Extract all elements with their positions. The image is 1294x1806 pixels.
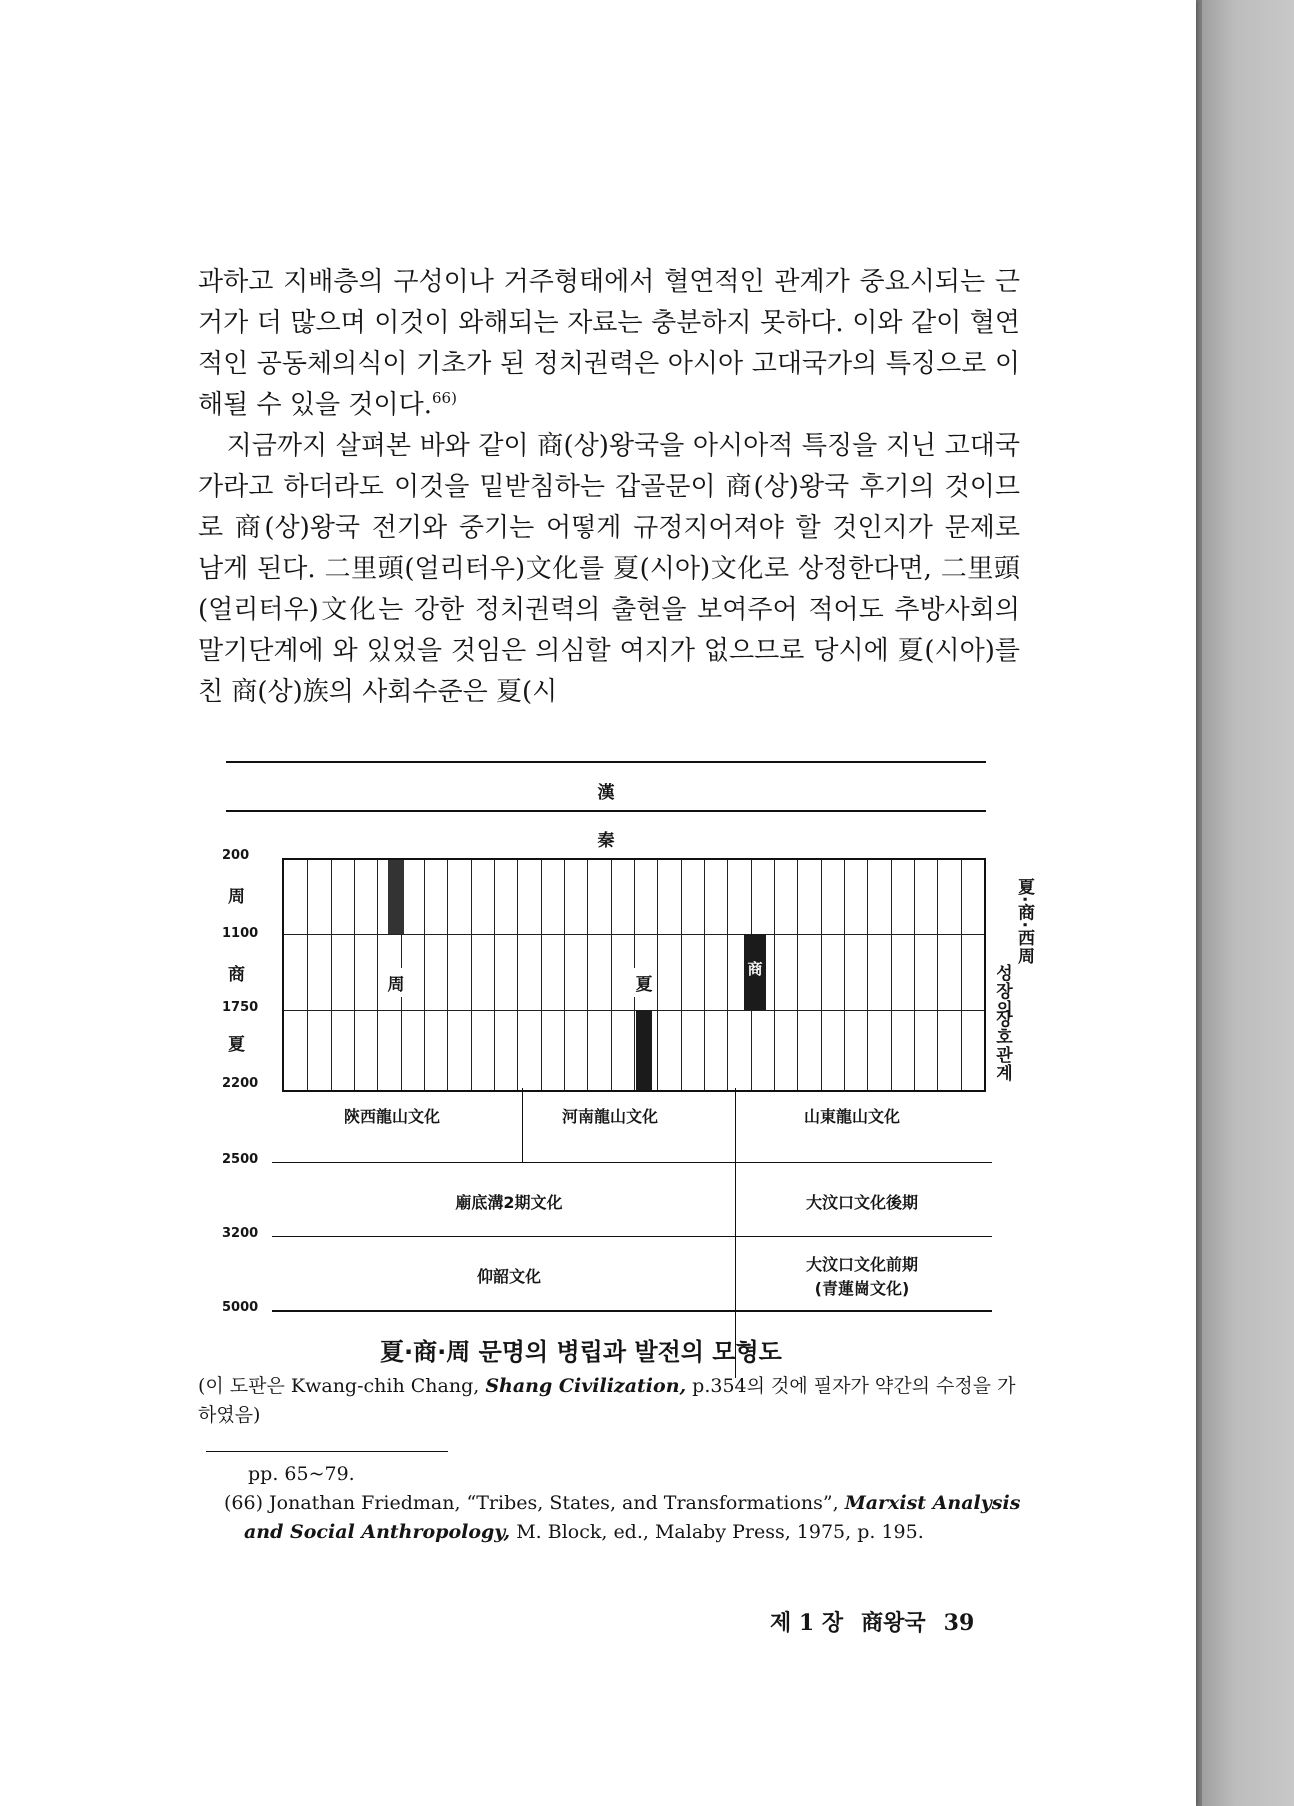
dynasty-han: 漢 bbox=[597, 783, 615, 803]
axis-year-2500: 2500 bbox=[222, 1152, 259, 1167]
side-note-3: 상호관계 bbox=[992, 1010, 1012, 1082]
grid-column-line bbox=[844, 860, 845, 1090]
culture-shaanxi-longshan: 陝西龍山文化 bbox=[343, 1107, 440, 1126]
grid-column-line bbox=[541, 860, 542, 1090]
grid-line-1750 bbox=[284, 1010, 984, 1011]
axis-year-200: 200 bbox=[222, 848, 250, 863]
grid-column-line bbox=[494, 860, 495, 1090]
figure-caption-title: 夏·商·周 문명의 병립과 발전의 모형도 bbox=[380, 1338, 782, 1366]
paragraph-1: 과하고 지배층의 구성이나 거주형태에서 혈연적인 관계가 중요시되는 근거가 더 많으며 이것이 와해되는 자료는 충분하지 못하다. 이와 같이 혈연적인 공동체의식이 기초가 된 정치권력은 아시아 고대국가의 특징으로 이해될 수 있을 것이다.$^{66)}$ bbox=[198, 267, 1020, 420]
culture-dawenkou-late: 大汶口文化後期 bbox=[805, 1193, 918, 1212]
grid-column-line bbox=[727, 860, 728, 1090]
grid-column-line bbox=[307, 860, 308, 1090]
grid-column-line bbox=[471, 860, 472, 1090]
grid-column-line bbox=[774, 860, 775, 1090]
grid-column-line bbox=[517, 860, 518, 1090]
axis-year-1750: 1750 bbox=[222, 1000, 259, 1015]
grid-column-line bbox=[937, 860, 938, 1090]
culture-divider-1 bbox=[522, 1088, 523, 1162]
culture-miaodigou: 廟底溝2期文化 bbox=[455, 1193, 563, 1212]
footer-chapter: 제 1 장 bbox=[770, 1610, 844, 1636]
footnote-continuation: pp. 65~79. bbox=[248, 1463, 355, 1485]
grid-column-line bbox=[914, 860, 915, 1090]
footnote-rule bbox=[206, 1451, 448, 1452]
grid-column-line bbox=[891, 860, 892, 1090]
footnotes bbox=[226, 1460, 1022, 1547]
bar-zhou bbox=[388, 860, 404, 934]
grid-column-line bbox=[611, 860, 612, 1090]
axis-period-zhou: 周 bbox=[228, 887, 245, 907]
grid-column-line bbox=[564, 860, 565, 1090]
culture-henan-longshan: 河南龍山文化 bbox=[561, 1107, 658, 1126]
line-5000 bbox=[272, 1310, 992, 1312]
period-grid bbox=[282, 858, 986, 1092]
grid-column-line bbox=[704, 860, 705, 1090]
grid-column-line bbox=[587, 860, 588, 1090]
axis-period-shang: 商 bbox=[228, 965, 245, 985]
footnote-66: (66) Jonathan Friedman, “Tribes, States, and Transformations”, Marxist Analysis and Social Anthropology, M. Block, ed., Malaby Press, 1975, p. 195. bbox=[224, 1492, 1021, 1543]
page-edge bbox=[1196, 0, 1294, 1806]
line-2500 bbox=[272, 1162, 992, 1163]
side-note-2: 성장의 bbox=[992, 964, 1012, 1018]
bar-xia bbox=[636, 1010, 652, 1090]
bar-label-zhou: 周 bbox=[385, 968, 407, 997]
side-note-1: 夏·商·西周 bbox=[1014, 878, 1034, 965]
grid-column-line bbox=[961, 860, 962, 1090]
axis-year-2200: 2200 bbox=[222, 1076, 259, 1091]
grid-column-line bbox=[821, 860, 822, 1090]
grid-column-line bbox=[867, 860, 868, 1090]
grid-column-line bbox=[377, 860, 378, 1090]
grid-column-line bbox=[424, 860, 425, 1090]
axis-year-3200: 3200 bbox=[222, 1226, 259, 1241]
culture-dawenkou-early: 大汶口文化前期 bbox=[805, 1255, 918, 1274]
grid-column-line bbox=[447, 860, 448, 1090]
page-edge-shadow bbox=[1196, 0, 1202, 1806]
culture-shandong-longshan: 山東龍山文化 bbox=[803, 1107, 900, 1126]
axis-period-xia: 夏 bbox=[228, 1035, 245, 1055]
axis-year-5000: 5000 bbox=[222, 1300, 259, 1315]
line-3200 bbox=[272, 1236, 992, 1237]
footnote-ref-66[interactable]: 66) bbox=[432, 389, 457, 407]
running-footer bbox=[770, 1606, 992, 1637]
axis-year-1100: 1100 bbox=[222, 926, 259, 941]
footer-title: 商왕국 bbox=[861, 1610, 926, 1636]
culture-yangshao: 仰韶文化 bbox=[476, 1267, 541, 1286]
grid-column-line bbox=[354, 860, 355, 1090]
body-text bbox=[198, 262, 1020, 713]
han-rule bbox=[226, 810, 986, 812]
grid-column-line bbox=[657, 860, 658, 1090]
page-number: 39 bbox=[943, 1610, 975, 1636]
chronology-figure bbox=[212, 758, 1042, 1318]
grid-column-line bbox=[331, 860, 332, 1090]
paragraph-2: 지금까지 살펴본 바와 같이 商(상)왕국을 아시아적 특징을 지닌 고대국가라고 하더라도 이것을 밑받침하는 갑골문이 商(상)왕국 후기의 것이므로 商(상)왕국 전기와 중기는 어떻게 규정지어져야 할 것인지가 문제로 남게 된다. 二里頭(얼리터우)文化를 夏(시아)文化로 상정한다면, 二里頭(얼리터우)文化는 강한 정치권력의 출현을 보여주어 적어도 추방사회의 말기단계에 와 있었을 것임은 의심할 여지가 없으므로 당시에 夏(시아)를 친 商(상)族의 사회수준은 夏(시 bbox=[198, 431, 1020, 707]
bar-label-xia: 夏 bbox=[633, 968, 655, 997]
grid-column-line bbox=[797, 860, 798, 1090]
grid-line-1100 bbox=[284, 934, 984, 935]
figure-caption-note: (이 도판은 Kwang-chih Chang, Shang Civilization, p.354의 것에 필자가 약간의 수정을 가하였음) bbox=[198, 1375, 1016, 1426]
dynasty-qin: 秦 bbox=[597, 831, 615, 851]
culture-qingliangang: (青蓮崗文化) bbox=[814, 1279, 910, 1298]
grid-column-line bbox=[681, 860, 682, 1090]
bar-label-shang: 商 bbox=[747, 960, 763, 978]
figure-top-rule bbox=[226, 761, 986, 763]
